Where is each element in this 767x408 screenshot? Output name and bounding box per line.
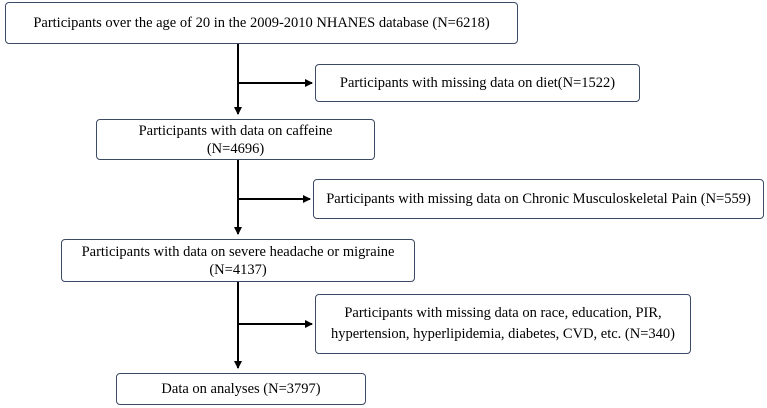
exclusion-box-pain xyxy=(313,179,764,219)
step-box-headache-line-1: Participants with data on severe headache or migraine xyxy=(81,243,395,260)
step-box-enrolled xyxy=(5,2,518,44)
exclusion-box-covariates-line-1: Participants with missing data on race, education, PIR, xyxy=(344,305,662,321)
step-box-analyses xyxy=(116,373,366,405)
step-box-caffeine xyxy=(96,119,375,160)
exclusion-box-pain-line-1: Participants with missing data on Chronic Musculoskeletal Pain (N=559) xyxy=(326,190,751,207)
step-box-enrolled-line-1: Participants over the age of 20 in the 2009-2010 NHANES database (N=6218) xyxy=(33,14,490,31)
step-box-headache xyxy=(61,239,415,282)
exclusion-box-covariates xyxy=(315,294,691,354)
step-box-analyses-line-1: Data on analyses (N=3797) xyxy=(161,380,321,397)
exclusion-box-diet-line-1: Participants with missing data on diet(N=1522) xyxy=(339,74,616,91)
step-box-caffeine-line-1: Participants with data on caffeine xyxy=(138,122,333,139)
step-box-caffeine-line-2: (N=4696) xyxy=(206,140,265,157)
exclusion-box-covariates-line-2: hypertension, hyperlipidemia, diabetes, CVD, etc. (N=340) xyxy=(330,326,675,342)
step-box-headache-line-2: (N=4137) xyxy=(209,261,267,278)
exclusion-box-diet xyxy=(315,64,640,102)
